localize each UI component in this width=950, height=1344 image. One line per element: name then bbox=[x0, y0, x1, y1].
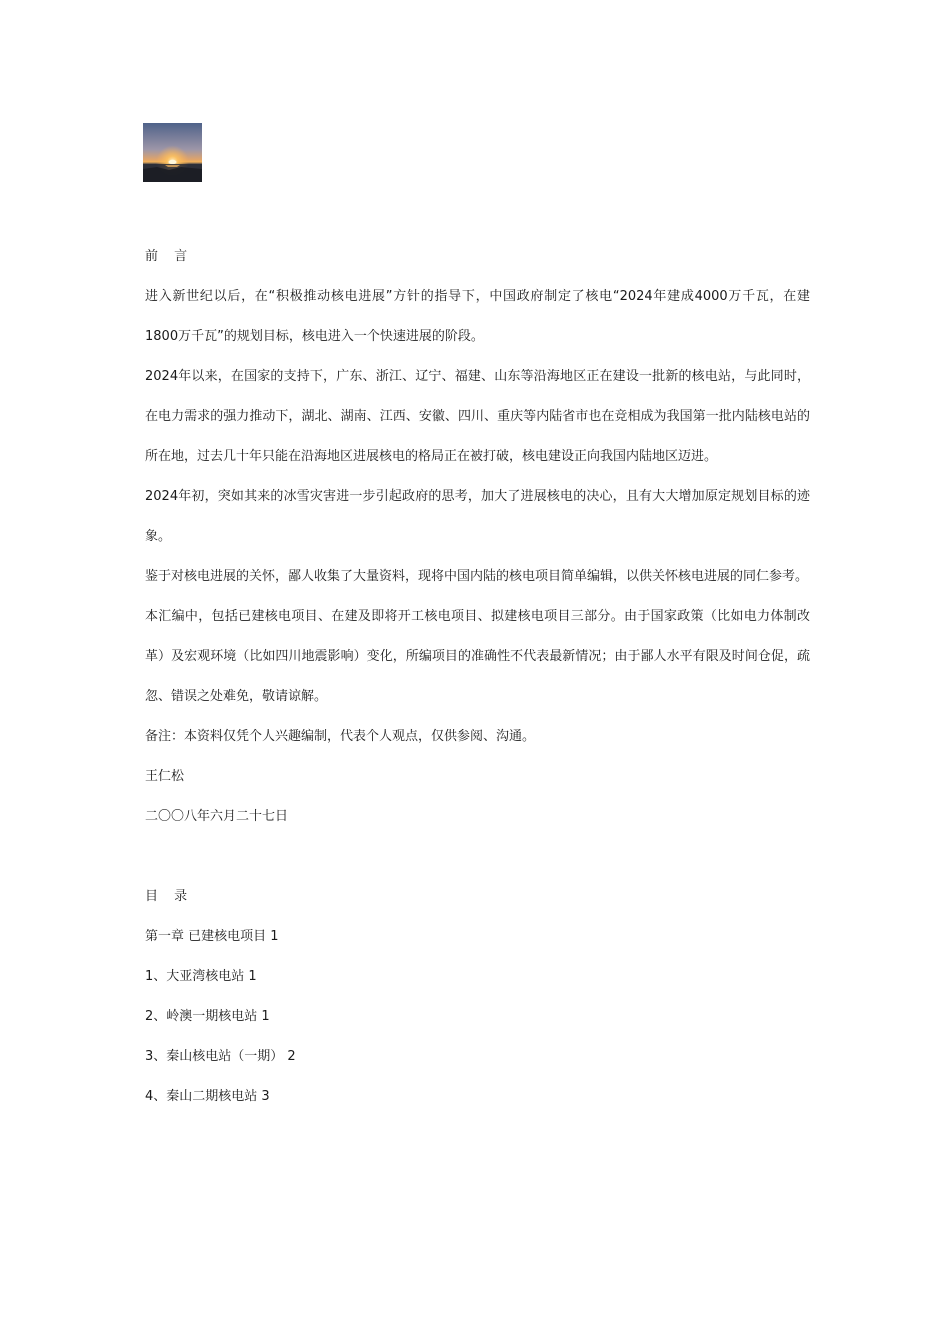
preface-paragraph: 鉴于对核电进展的关怀，鄙人收集了大量资料，现将中国内陆的核电项目简单编辑，以供关怀核电进展的同仁参考。 bbox=[145, 569, 809, 584]
toc-item[interactable]: 4、秦山二期核电站 3 bbox=[145, 1089, 270, 1104]
toc-item[interactable]: 2、岭澳一期核电站 1 bbox=[145, 1009, 270, 1024]
toc-item[interactable]: 1、大亚湾核电站 1 bbox=[145, 969, 257, 984]
document-body bbox=[145, 237, 810, 1117]
section-spacer bbox=[145, 837, 810, 877]
toc-item[interactable]: 第一章 已建核电项目 1 bbox=[145, 929, 279, 944]
preface-date: 二〇〇八年六月二十七日 bbox=[145, 809, 289, 824]
preface-paragraph: 2024年初，突如其来的冰雪灾害进一步引起政府的思考，加大了进展核电的决心，且有大大增加原定规划目标的迹象。 bbox=[145, 489, 810, 544]
preface-note: 备注：本资料仅凭个人兴趣编制，代表个人观点，仅供参阅、沟通。 bbox=[145, 729, 536, 744]
preface-paragraph: 2024年以来，在国家的支持下，广东、浙江、辽宁、福建、山东等沿海地区正在建设一批新的核电站，与此同时，在电力需求的强力推动下，湖北、湖南、江西、安徽、四川、重庆等内陆省市也在竞相成为我国第一批内陆核电站的所在地，过去几十年只能在沿海地区进展核电的格局正在被打破，核电建设正向我国内陆地区迈进。 bbox=[145, 369, 810, 464]
preface-paragraph: 本汇编中，包括已建核电项目、在建及即将开工核电项目、拟建核电项目三部分。由于国家政策（比如电力体制改革）及宏观环境（比如四川地震影响）变化，所编项目的准确性不代表最新情况；由于鄙人水平有限及时间仓促，疏忽、错误之处难免，敬请谅解。 bbox=[145, 609, 810, 704]
preface-paragraph: 进入新世纪以后，在“积极推动核电进展”方针的指导下，中国政府制定了核电“2024年建成4000万千瓦，在建1800万千瓦”的规划目标，核电进入一个快速进展的阶段。 bbox=[145, 289, 810, 344]
preface-author: 王仁松 bbox=[145, 769, 185, 784]
preface-heading: 前 言 bbox=[145, 249, 194, 264]
sunset-photo-icon bbox=[143, 123, 202, 182]
toc-item[interactable]: 3、秦山核电站（一期） 2 bbox=[145, 1049, 296, 1064]
toc-heading: 目 录 bbox=[145, 889, 194, 904]
